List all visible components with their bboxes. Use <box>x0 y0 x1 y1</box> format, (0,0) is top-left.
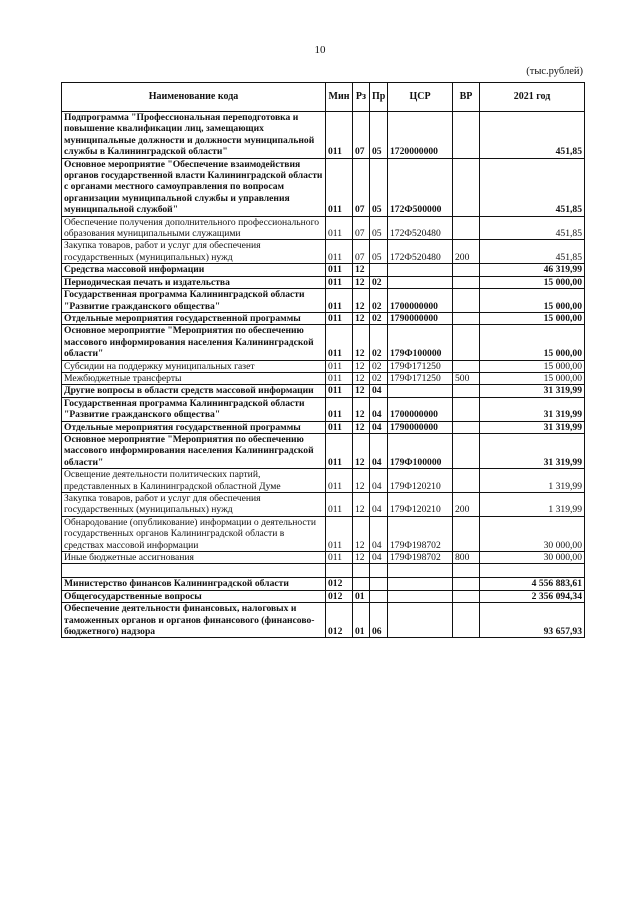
row-amount: 15 000,00 <box>480 289 585 313</box>
row-amount: 451,85 <box>480 158 585 216</box>
row-pr: 02 <box>370 360 388 372</box>
header-csr: ЦСР <box>388 83 453 112</box>
row-csr <box>388 603 453 638</box>
row-min: 011 <box>326 433 353 468</box>
header-rz: Рз <box>353 83 370 112</box>
spacer-cell <box>62 564 326 578</box>
table-row <box>62 360 585 372</box>
row-min: 012 <box>326 590 353 602</box>
row-name: Министерство финансов Калининградской области <box>62 578 326 590</box>
row-csr: 1700000000 <box>388 289 453 313</box>
row-name: Основное мероприятие "Мероприятия по обеспечению массового информирования населения Калининградской области" <box>62 325 326 360</box>
row-name: Межбюджетные трансферты <box>62 372 326 384</box>
row-vr <box>453 421 480 433</box>
row-vr <box>453 590 480 602</box>
table-row <box>62 469 585 493</box>
row-vr <box>453 264 480 276</box>
row-csr: 179Ф198702 <box>388 552 453 564</box>
row-rz: 01 <box>353 590 370 602</box>
table-row <box>62 112 585 159</box>
row-vr: 200 <box>453 240 480 264</box>
table-row <box>62 493 585 517</box>
table-body <box>62 112 585 638</box>
row-min: 011 <box>326 493 353 517</box>
row-name: Освещение деятельности политических партий, представленных в Калининградской областной Думе <box>62 469 326 493</box>
row-csr: 179Ф100000 <box>388 433 453 468</box>
row-min: 011 <box>326 552 353 564</box>
row-csr <box>388 264 453 276</box>
row-name: Закупка товаров, работ и услуг для обеспечения государственных (муниципальных) нужд <box>62 493 326 517</box>
row-csr: 179Ф198702 <box>388 516 453 551</box>
row-pr: 05 <box>370 158 388 216</box>
row-min: 011 <box>326 158 353 216</box>
row-rz: 12 <box>353 552 370 564</box>
row-min: 012 <box>326 603 353 638</box>
row-rz: 12 <box>353 264 370 276</box>
row-pr <box>370 264 388 276</box>
row-name: Подпрограмма "Профессиональная переподготовка и повышение квалификации лиц, замещающих муниципальные должности и должности муниципальной службы в Калининградской области" <box>62 112 326 159</box>
row-pr: 02 <box>370 325 388 360</box>
table-row <box>62 276 585 288</box>
row-pr: 04 <box>370 516 388 551</box>
table-row <box>62 421 585 433</box>
row-amount: 1 319,99 <box>480 493 585 517</box>
row-pr: 06 <box>370 603 388 638</box>
header-vr: ВР <box>453 83 480 112</box>
row-min: 011 <box>326 360 353 372</box>
row-vr <box>453 158 480 216</box>
row-pr: 05 <box>370 216 388 240</box>
row-csr: 172Ф500000 <box>388 158 453 216</box>
row-amount: 31 319,99 <box>480 433 585 468</box>
row-min: 011 <box>326 112 353 159</box>
row-csr: 1790000000 <box>388 421 453 433</box>
row-rz: 07 <box>353 216 370 240</box>
row-amount: 15 000,00 <box>480 312 585 324</box>
row-rz: 12 <box>353 421 370 433</box>
row-rz: 12 <box>353 276 370 288</box>
row-name: Основное мероприятие "Мероприятия по обеспечению массового информирования населения Калининградской области" <box>62 433 326 468</box>
row-vr <box>453 360 480 372</box>
row-pr: 04 <box>370 493 388 517</box>
row-vr: 500 <box>453 372 480 384</box>
row-rz: 12 <box>353 493 370 517</box>
row-name: Иные бюджетные ассигнования <box>62 552 326 564</box>
row-pr: 04 <box>370 421 388 433</box>
row-amount: 30 000,00 <box>480 552 585 564</box>
row-min: 011 <box>326 325 353 360</box>
row-vr <box>453 216 480 240</box>
row-name: Общегосударственные вопросы <box>62 590 326 602</box>
row-csr <box>388 590 453 602</box>
row-pr: 04 <box>370 469 388 493</box>
row-name: Государственная программа Калининградской области "Развитие гражданского общества" <box>62 289 326 313</box>
row-amount: 30 000,00 <box>480 516 585 551</box>
row-csr: 179Ф100000 <box>388 325 453 360</box>
table-header-row <box>62 83 585 112</box>
table-row <box>62 240 585 264</box>
row-amount: 15 000,00 <box>480 360 585 372</box>
table-row <box>62 516 585 551</box>
row-vr <box>453 112 480 159</box>
row-vr <box>453 289 480 313</box>
row-min: 011 <box>326 469 353 493</box>
row-csr: 179Ф171250 <box>388 360 453 372</box>
table-row <box>62 433 585 468</box>
row-name: Периодическая печать и издательства <box>62 276 326 288</box>
row-min: 011 <box>326 289 353 313</box>
table-row <box>62 264 585 276</box>
row-amount: 1 319,99 <box>480 469 585 493</box>
row-rz: 12 <box>353 516 370 551</box>
table-row <box>62 216 585 240</box>
row-rz: 01 <box>353 603 370 638</box>
row-name: Обеспечение получения дополнительного профессионального образования муниципальными служащими <box>62 216 326 240</box>
row-name: Основное мероприятие "Обеспечение взаимодействия органов государственной власти Калининградской области с органами местного самоуправления по вопросам организации муниципальной службы и управления муниципальной службой" <box>62 158 326 216</box>
row-vr <box>453 325 480 360</box>
row-name: Другие вопросы в области средств массовой информации <box>62 385 326 397</box>
row-pr: 04 <box>370 385 388 397</box>
row-amount: 15 000,00 <box>480 325 585 360</box>
row-rz: 12 <box>353 397 370 421</box>
budget-table <box>61 82 585 638</box>
row-csr: 1700000000 <box>388 397 453 421</box>
row-csr: 179Ф120210 <box>388 469 453 493</box>
row-rz: 12 <box>353 469 370 493</box>
row-csr: 172Ф520480 <box>388 216 453 240</box>
row-pr: 02 <box>370 372 388 384</box>
row-vr <box>453 603 480 638</box>
spacer-cell <box>480 564 585 578</box>
row-min: 011 <box>326 372 353 384</box>
table-row <box>62 552 585 564</box>
row-name: Отдельные мероприятия государственной программы <box>62 421 326 433</box>
row-csr: 179Ф120210 <box>388 493 453 517</box>
table-row <box>62 372 585 384</box>
row-min: 011 <box>326 312 353 324</box>
row-vr: 200 <box>453 493 480 517</box>
spacer-cell <box>326 564 353 578</box>
row-amount: 15 000,00 <box>480 276 585 288</box>
row-rz <box>353 578 370 590</box>
row-name: Государственная программа Калининградской области "Развитие гражданского общества" <box>62 397 326 421</box>
row-amount: 451,85 <box>480 216 585 240</box>
table-row <box>62 325 585 360</box>
spacer-cell <box>353 564 370 578</box>
table-row <box>62 397 585 421</box>
row-name: Отдельные мероприятия государственной программы <box>62 312 326 324</box>
row-pr <box>370 578 388 590</box>
page-number: 10 <box>314 44 326 56</box>
units-label: (тыс.рублей) <box>526 66 583 77</box>
row-vr <box>453 397 480 421</box>
spacer-cell <box>453 564 480 578</box>
table-row <box>62 312 585 324</box>
table-row <box>62 578 585 590</box>
row-amount: 46 319,99 <box>480 264 585 276</box>
row-amount: 93 657,93 <box>480 603 585 638</box>
row-pr: 02 <box>370 276 388 288</box>
row-rz: 12 <box>353 325 370 360</box>
row-rz: 07 <box>353 112 370 159</box>
row-csr: 179Ф171250 <box>388 372 453 384</box>
row-amount: 451,85 <box>480 240 585 264</box>
row-min: 011 <box>326 397 353 421</box>
row-amount: 31 319,99 <box>480 385 585 397</box>
row-csr: 172Ф520480 <box>388 240 453 264</box>
row-min: 011 <box>326 385 353 397</box>
row-min: 011 <box>326 240 353 264</box>
row-name: Средства массовой информации <box>62 264 326 276</box>
header-min: Мин <box>326 83 353 112</box>
row-name: Субсидии на поддержку муниципальных газет <box>62 360 326 372</box>
row-vr <box>453 312 480 324</box>
table-row <box>62 385 585 397</box>
row-amount: 15 000,00 <box>480 372 585 384</box>
spacer-cell <box>388 564 453 578</box>
row-min: 012 <box>326 578 353 590</box>
row-name: Закупка товаров, работ и услуг для обеспечения государственных (муниципальных) нужд <box>62 240 326 264</box>
row-amount: 4 556 883,61 <box>480 578 585 590</box>
row-csr: 1790000000 <box>388 312 453 324</box>
row-amount: 2 356 094,34 <box>480 590 585 602</box>
spacer-row <box>62 564 585 578</box>
row-vr <box>453 516 480 551</box>
row-min: 011 <box>326 276 353 288</box>
row-vr <box>453 469 480 493</box>
header-name: Наименование кода <box>62 83 326 112</box>
row-pr: 02 <box>370 312 388 324</box>
row-amount: 31 319,99 <box>480 397 585 421</box>
table-row <box>62 289 585 313</box>
header-pr: Пр <box>370 83 388 112</box>
row-csr <box>388 385 453 397</box>
row-amount: 451,85 <box>480 112 585 159</box>
row-pr: 05 <box>370 112 388 159</box>
row-rz: 12 <box>353 312 370 324</box>
table-row <box>62 158 585 216</box>
row-vr <box>453 385 480 397</box>
row-rz: 12 <box>353 372 370 384</box>
row-min: 011 <box>326 216 353 240</box>
table-row <box>62 590 585 602</box>
row-rz: 12 <box>353 385 370 397</box>
row-name: Обеспечение деятельности финансовых, налоговых и таможенных органов и органов финансового (финансово-бюджетного) надзора <box>62 603 326 638</box>
row-name: Обнародование (опубликование) информации о деятельности государственных органов Калининградской области в средствах массовой информации <box>62 516 326 551</box>
row-pr: 05 <box>370 240 388 264</box>
row-rz: 07 <box>353 240 370 264</box>
row-pr <box>370 590 388 602</box>
row-min: 011 <box>326 264 353 276</box>
header-year: 2021 год <box>480 83 585 112</box>
row-vr <box>453 578 480 590</box>
spacer-cell <box>370 564 388 578</box>
row-pr: 04 <box>370 552 388 564</box>
row-vr <box>453 276 480 288</box>
row-csr <box>388 276 453 288</box>
row-rz: 12 <box>353 360 370 372</box>
table-row <box>62 603 585 638</box>
row-amount: 31 319,99 <box>480 421 585 433</box>
row-rz: 07 <box>353 158 370 216</box>
row-csr <box>388 578 453 590</box>
row-min: 011 <box>326 421 353 433</box>
row-vr <box>453 433 480 468</box>
row-min: 011 <box>326 516 353 551</box>
row-pr: 02 <box>370 289 388 313</box>
row-rz: 12 <box>353 433 370 468</box>
row-pr: 04 <box>370 433 388 468</box>
row-csr: 1720000000 <box>388 112 453 159</box>
row-vr: 800 <box>453 552 480 564</box>
row-rz: 12 <box>353 289 370 313</box>
row-pr: 04 <box>370 397 388 421</box>
